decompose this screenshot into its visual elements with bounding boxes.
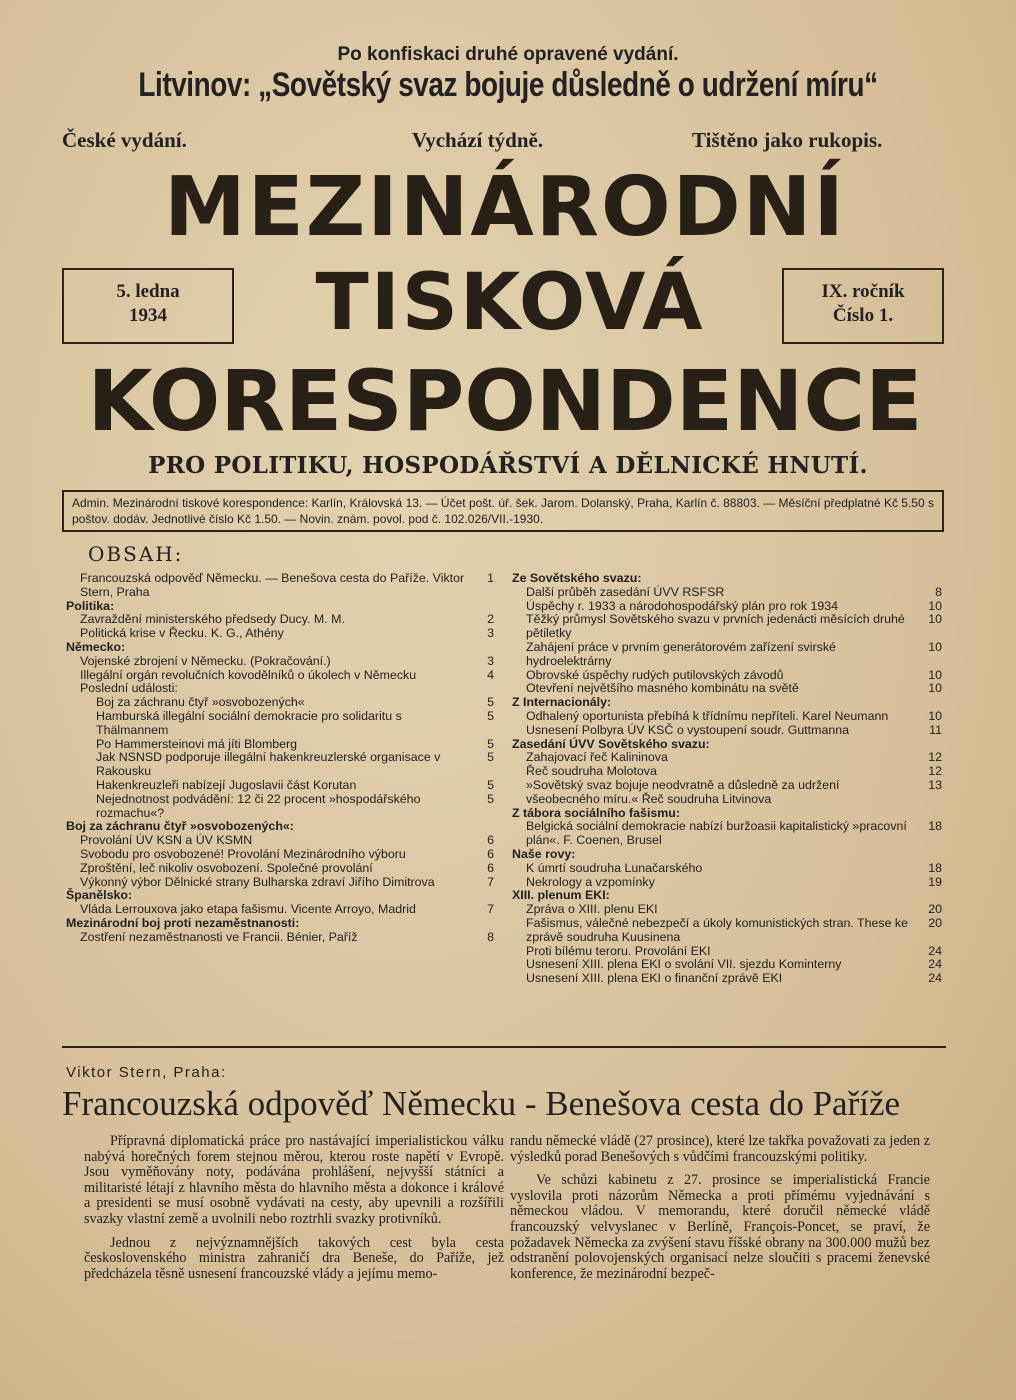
toc-entry-page: 8 <box>935 584 942 599</box>
toc-entry <box>66 862 494 876</box>
toc-section-heading: XIII. plenum EKI: <box>512 888 610 903</box>
toc-entry <box>512 641 942 669</box>
toc-entry-title: Proti bílému teroru. Provolání EKI <box>526 943 711 958</box>
toc-entry <box>66 834 494 848</box>
toc-entry-page: 10 <box>928 612 942 627</box>
toc-entry-title: Řeč soudruha Molotova <box>526 764 657 779</box>
toc-entry-title: Úspěchy r. 1933 a národohospodářský plán pro rok 1934 <box>526 598 839 613</box>
toc-entry-page: 6 <box>487 860 494 875</box>
toc-entry-title: Obrovské úspěchy rudých putilovských závodů <box>526 667 784 682</box>
toc-entry-page: 5 <box>487 736 494 751</box>
toc-entry-title: Boj za záchranu čtyř »osvobozených« <box>96 695 305 710</box>
toc-entry-page: 5 <box>487 777 494 792</box>
toc-entry-title: Vláda Lerrouxova jako etapa fašismu. Vicente Arroyo, Madrid <box>80 902 416 917</box>
toc-entry-title: Provolání ÚV KSN a ÚV KSMN <box>80 833 253 848</box>
toc-entry-page: 7 <box>487 874 494 889</box>
toc-entry-title: Hamburská illegální sociální demokracie pro solidaritu s Thälmannem <box>96 708 402 737</box>
toc-entry-page: 24 <box>928 957 942 972</box>
toc-entry-title: Poslední události: <box>80 681 178 696</box>
toc-entry-page: 6 <box>487 833 494 848</box>
toc-entry-page: 5 <box>487 791 494 806</box>
toc-entry <box>66 903 494 917</box>
toc-entry-title: Těžký průmysl Sovětského svazu v prvních jedenácti měsících druhé pětiletky <box>526 612 905 641</box>
toc-entry-title: Politická krise v Řecku. K. G., Athény <box>80 626 284 641</box>
toc-section-heading: Zasedání ÚVV Sovětského svazu: <box>512 736 710 751</box>
date-year: 1934 <box>129 305 167 326</box>
toc-entry-page: 10 <box>928 598 942 613</box>
toc-entry <box>66 572 494 600</box>
masthead-line-3: KORESPONDENCE <box>87 352 923 450</box>
article-title: Francouzská odpověď Německu - Benešova cesta do Paříže <box>62 1084 901 1123</box>
toc-entry-page: 5 <box>487 695 494 710</box>
toc-entry <box>512 682 942 696</box>
toc-entry <box>512 600 942 614</box>
toc-entry <box>512 710 942 724</box>
article-paragraph: randu německé vládě (27 prosince), které lze takřka považovati za jeden z výsledků porad Benešových s vůdčími francouzskými politiky. <box>510 1133 930 1165</box>
imprint-label: Tištěno jako rukopis. <box>692 128 883 152</box>
toc-entry-title: Usnesení XIII. plena EKI o finanční zprávě EKI <box>526 971 783 986</box>
toc-entry <box>66 751 494 779</box>
toc-title: OBSAH: <box>88 542 184 566</box>
toc-entry-title: Francouzská odpověď Německu. — Benešova cesta do Paříže. Viktor Stern, Praha <box>80 571 465 599</box>
toc-entry-title: Zpráva o XIII. plenu EKI <box>526 902 658 917</box>
toc-entry-page: 5 <box>487 750 494 765</box>
masthead-subtitle: PRO POLITIKU, HOSPODÁŘSTVÍ A DĚLNICKÉ HNUTÍ. <box>148 452 868 479</box>
toc-entry-page: 20 <box>928 902 942 917</box>
toc-entry <box>66 627 494 641</box>
toc-entry-title: Illegální orgán revolučních kovodělníků o úkolech v Německu <box>80 667 417 682</box>
toc-entry <box>66 669 494 683</box>
toc-entry-title: Zahájení práce v prvním generátorovém zařízení svirské hydroelektrárny <box>526 639 836 668</box>
toc-entry-page: 12 <box>928 750 942 765</box>
article-paragraph: Přípravná diplomatická práce pro nastávající imperialistickou válku nabývá horečných forem stejnou měrou, kterou roste napětí v Evropě. Jsou vyměňovány noty, podávána prohlášení, nejvyšší státníci a militaristé létají z hlavního města do hlavního města a dokonce i králové a presidenti se musí osobně vydávati na cesty, aby upevnili a rozšířili svazky vlastní země a uvolnili nebo roztrhli svazky protivníků. <box>84 1133 504 1227</box>
toc-entry-page: 10 <box>928 708 942 723</box>
toc-entry-page: 10 <box>928 667 942 682</box>
toc-entry-page: 13 <box>928 777 942 792</box>
toc-entry <box>66 793 494 821</box>
toc-entry <box>512 613 942 641</box>
toc-entry-title: Zostření nezaměstnanosti ve Francii. Bénier, Paříž <box>80 929 358 944</box>
toc-entry-page: 3 <box>487 653 494 668</box>
toc-entry-title: Usnesení Polbyra ÚV KSČ o vystoupení soudr. Guttmanna <box>526 722 850 737</box>
toc-entry-title: Usnesení XIII. plena EKI o svolání VII. sjezdu Kominterny <box>526 957 842 972</box>
date-box <box>62 268 234 344</box>
toc-entry-page: 11 <box>929 722 942 737</box>
volume-box <box>782 268 944 344</box>
toc-entry <box>512 917 942 945</box>
toc-entry <box>512 724 942 738</box>
date-day: 5. ledna <box>116 281 180 302</box>
volume-issue: Číslo 1. <box>832 305 894 326</box>
toc-entry <box>512 862 942 876</box>
toc-entry <box>512 972 942 986</box>
toc-section-heading: Mezinárodní boj proti nezaměstnanosti: <box>66 915 300 930</box>
toc-entry-page: 4 <box>487 667 494 682</box>
toc-entry-title: Belgická sociální demokracie nabízí buržoasii kapitalistický »pracovní plán«. F. Coenen, Brusel <box>526 819 907 848</box>
toc-entry <box>512 586 942 600</box>
toc-entry-page <box>468 682 494 696</box>
toc-entry-title: Vojenské zbrojení v Německu. (Pokračování.) <box>80 653 331 668</box>
masthead-line-1: MEZINÁRODNÍ <box>164 160 846 255</box>
toc-section-heading: Z Internacionály: <box>512 695 612 710</box>
article-paragraph: Ve schůzi kabinetu z 27. prosince se imperialistická Francie vyslovila proti názorům Německa a proti přímému vyjednávání s německou vládou. V memorandu, které doručil německé vládě francouzský velvyslanec v Berlíně, François-Poncet, se praví, že požadavek Německa za zvýšení stavu říšské obrany na 300.000 mužů bez odstranění polovojenských organisací nelze sloučiti s pracemi ženevské konference, že mezinárodní bezpeč- <box>510 1172 930 1282</box>
toc-entry-page: 6 <box>487 846 494 861</box>
article-column-left <box>84 1134 504 1290</box>
toc-entry-title: Fašismus, válečné nebezpečí a úkoly komunistických stran. These ke zprávě soudruha Kuusinena <box>526 915 908 944</box>
toc-entry-page: 12 <box>928 764 942 779</box>
volume-year: IX. ročník <box>821 281 905 302</box>
toc-entry-page: 18 <box>928 860 942 875</box>
toc-entry-page: 5 <box>487 708 494 723</box>
toc-entry-page: 10 <box>928 639 942 654</box>
toc-section-heading: Španělsko: <box>66 888 133 903</box>
toc-entry <box>512 876 942 890</box>
edition-label: České vydání. <box>62 128 187 152</box>
toc-entry-title: Zproštění, leč nikoliv osvobození. Společné provolání <box>80 860 373 875</box>
toc-entry-title: Výkonný výbor Dělnické strany Bulharska zdraví Jiřího Dimitrova <box>80 874 435 889</box>
toc-entry-title: K úmrtí soudruha Lunačarského <box>526 860 703 875</box>
toc-entry <box>66 931 494 945</box>
toc-section-heading: Naše rovy: <box>512 846 576 861</box>
toc-section-heading: Ze Sovětského svazu: <box>512 571 642 585</box>
toc-entry-title: Další průběh zasedání ÚVV RSFSR <box>526 584 725 599</box>
toc-entry-title: Hakenkreuzleři nabízejí Jugoslavii část Korutan <box>96 777 357 792</box>
toc-entry-page: 19 <box>928 874 942 889</box>
reprint-notice: Po konfiskaci druhé opravené vydání. <box>337 44 679 65</box>
toc-entry <box>66 710 494 738</box>
toc-entry-title: Nekrology a vzpomínky <box>526 874 655 889</box>
toc-entry-title: »Sovětský svaz bojuje neodvratně a důsledně za udržení všeobecného míru.« Řeč soudruha Litvinova <box>526 777 840 806</box>
toc-section-heading: Boj za záchranu čtyř »osvobozených«: <box>66 819 294 834</box>
toc-entry <box>512 958 942 972</box>
toc-entry-page: 7 <box>487 902 494 917</box>
toc-entry-page: 3 <box>487 626 494 641</box>
toc-entry-page: 2 <box>487 612 494 627</box>
toc-entry-title: Zavraždění ministerského předsedy Ducy. M. M. <box>80 612 345 627</box>
toc-section-heading: Politika: <box>66 598 115 613</box>
toc-section-heading: Německo: <box>66 639 126 654</box>
article-paragraph: Jednou z nejvýznamnějších takových cest byla cesta československého ministra zahraničí dra Beneše, do Paříže, jež předcházela těsně usnesení francouzské vlády a jejímu memo- <box>84 1234 504 1282</box>
toc-entry <box>512 779 942 807</box>
toc-entry <box>512 945 942 959</box>
toc-entry-page: 24 <box>928 943 942 958</box>
toc-entry-title: Jak NSNSD podporuje illegální hakenkreuzlerské organisace v Rakousku <box>96 750 441 779</box>
toc-entry <box>66 682 494 696</box>
toc-entry <box>66 655 494 669</box>
toc-entry-page: 10 <box>928 681 942 696</box>
toc-entry <box>512 669 942 683</box>
frequency-label: Vychází týdně. <box>412 128 544 152</box>
toc-entry-title: Po Hammersteinovi má jíti Blomberg <box>96 736 298 751</box>
article-column-right <box>510 1134 930 1290</box>
toc-section-heading: Z tábora sociálního fašismu: <box>512 805 680 820</box>
admin-info-box: Admin. Mezinárodní tiskové korespondence: Karlín, Královská 13. — Účet pošt. úř. šek. Jarom. Dolanský, Praha, Karlín č. 88803. — Měsíční předplatné Kč 5.50 s poštov. dodáv. Jednotlivé číslo Kč 1.50. — Novin. znám. povol. pod č. 102.026/VII.-1930. <box>62 490 944 532</box>
toc-entry-title: Zahajovací řeč Kalininova <box>526 750 668 765</box>
toc-entry <box>66 848 494 862</box>
toc-entry <box>512 903 942 917</box>
toc-entry-title: Odhalený oportunista přebíhá k třídnímu nepříteli. Karel Neumann <box>526 708 889 723</box>
top-headline: Litvinov: „Sovětský svaz bojuje důsledně o udržení míru“ <box>138 66 878 104</box>
toc-right-column <box>512 572 942 986</box>
toc-entry-page: 8 <box>487 929 494 944</box>
masthead-line-2: TISKOVÁ <box>315 258 705 348</box>
toc-entry-page: 18 <box>928 819 942 834</box>
toc-entry <box>512 765 942 779</box>
section-divider <box>62 1046 946 1048</box>
toc-entry <box>66 738 494 752</box>
toc-entry-page: 24 <box>928 971 942 986</box>
toc-entry-page: 20 <box>928 915 942 930</box>
toc-entry-title: Otevření největšího masného kombinátu na světě <box>526 681 799 696</box>
toc-entry <box>512 820 942 848</box>
toc-entry <box>66 696 494 710</box>
toc-left-column <box>66 572 494 945</box>
article-byline: Viktor Stern, Praha: <box>66 1064 227 1081</box>
toc-entry <box>66 779 494 793</box>
toc-entry-page: 1 <box>487 571 494 585</box>
toc-entry-title: Nejednotnost podvádění: 12 či 22 procent »hospodářského rozmachu«? <box>96 791 421 820</box>
toc-entry-title: Svobodu pro osvobozené! Provolání Mezinárodního výboru <box>80 846 406 861</box>
